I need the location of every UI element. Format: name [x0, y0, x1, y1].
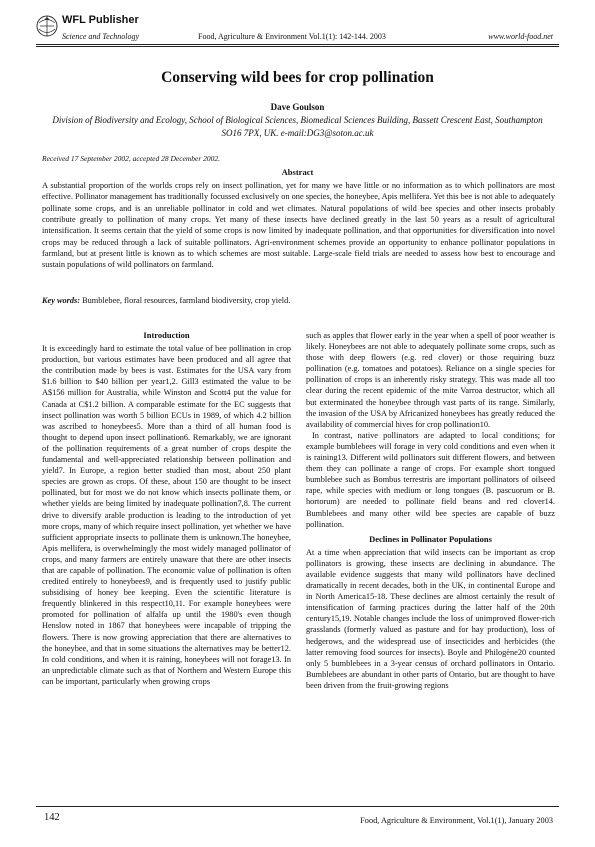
keywords [42, 296, 555, 305]
publisher-subtitle: Science and Technology [62, 32, 140, 41]
website-link[interactable]: www.world-food.net [488, 32, 553, 41]
header-rule-secondary [36, 46, 559, 47]
journal-citation: Food, Agriculture & Environment Vol.1(1): 142-144. 2003 [198, 32, 386, 41]
left-column [42, 330, 291, 687]
body-paragraph: In contrast, native pollinators are adapted to local conditions; for example bumblebees will forage in very cold conditions and even when it is raining13. Different wild pollinators suit different flowers, and between them they can pollinate a range of crops. For example short tongued bumblebee such as Bombus terrestris are important pollinators of oilseed rape, while species with medium or long tongues (B. pascuorum or B. hortorum) are needed to pollinate field beans and red clover14. Bumblebees and many other wild bee species are capable of buzz pollination. [306, 430, 555, 529]
declines-heading: Declines in Pollinator Populations [369, 533, 492, 544]
header-rule [36, 44, 559, 45]
body-paragraph: such as apples that flower early in the year when a spell of poor weather is likely. Honeybees are not able to adequately pollinate some crops, such as those with deep flowers (e.g. red clover) or those requiring buzz pollination (e.g. tomatoes and potatoes). Reliance on a single species for pollination of crops is an inherently risky strategy. This was made all too clear during the recent epidemic of the mite Varroa destructor, which all but exterminated the honeybee through vast parts of its range. Similarly, the invasion of the USA by Africanized honeybees has greatly reduced the availability of commercial hives for crop pollination10. [306, 331, 555, 429]
page-number: 142 [44, 812, 60, 823]
introduction-heading: Introduction [143, 330, 190, 340]
keywords-label: Key words: [42, 296, 81, 305]
author-affiliation: Division of Biodiversity and Ecology, School of Biological Sciences, Biomedical Sciences Building, Bassett Crescent East, Southampton SO16 7PX, UK. e-mail:DG3@soton.ac.uk [52, 115, 543, 138]
footer-rule [36, 806, 559, 807]
keywords-list: Bumblebee, floral resources, farmland biodiversity, crop yield. [82, 296, 291, 305]
publisher-name: WFL Publisher [62, 14, 139, 26]
author-name: Dave Goulson [270, 102, 325, 112]
intro-paragraph: It is exceedingly hard to estimate the total value of bee pollination in crop production, but various estimates have been produced and all agree that the contribution made by bees is vast. Estimates for the USA vary from $1.6 billion to $40 billion per year1,2. Gill3 estimated the value to be A$156 million for Australia, while Winston and Scott4 put the value for Canada at C$1.2 billion. A comparable estimate for the EC suggests that insect pollination was worth 5 billion ECUs in 1989, of which 4.2 billion was ascribed to honeybees5. More than a third of all human food is thought to depend upon insect pollination6. Remarkably, we are ignorant of the pollination requirements of a great number of crops despite the fundamental and well-appreciated relationship between pollination and yield7. In Europe, a region better studied than most, about 250 plant species are grown as crops. Of these, about 150 are thought to be insect pollinated, but for most we do not know which insects pollinate them, or whether yields are being limited by inadequate pollination7,8. The current drive to diversify arable production is leading to the introduction of yet more crops, many of which require insect pollination, yet whether we have sufficient appropriate insects to pollinate them is unknown.The honeybee, Apis mellifera, is overwhelmingly the most widely managed pollinator of crops, and many farmers are entirely unaware that there are other insects that are capable of pollination. The economic value of pollination is often credited entirely to honeybees9, and is frequently used to justify public subsidising of honey bee keeping. Even the scientific literature is frequently blinkered in this respect10,11. For example honeybees were promoted for pollination of alfalfa up until the 1980's even though Henslow noted in 1867 that honeybees were incapable of tripping the flowers. There is now growing appreciation that there are alternatives to the honeybee, and that in some situations the alternatives may be better12. In cold conditions, and when it is raining, honeybees will not forage13. In an unpredictable climate such as that of Northern and Western Europe this can be important, particularly when growing crops [42, 344, 291, 686]
declines-paragraph: At a time when appreciation that wild insects can be important as crop pollinators is growing, these insects are declining in abundance. The available evidence suggests that many wild pollinators have declined dramatically in recent decades, both in the UK, in continental Europe and in North America15-18. These declines are almost certainly the result of intensification of farming practices during the latter half of the 20th century15,19. Notable changes include the loss of unimproved flower-rich grasslands (formerly valued as pasture and for hay production), loss of hedgerows, and the widespread use of insecticides and herbicides (the latter removing food sources for insects). Boyle and Philogène20 counted only 5 bumblebees in a 3-year census of orchard pollinators in Ontario. Bumblebees are abundant in other parts of Ontario, but are thought to have been driven from the fruit-growing regions [306, 547, 555, 690]
right-column [306, 330, 555, 691]
paper-title: Conserving wild bees for crop pollination [161, 69, 434, 86]
received-dates: Received 17 September 2002, accepted 28 December 2002. [42, 154, 221, 163]
abstract-heading: Abstract [281, 167, 314, 177]
footer-citation: Food, Agriculture & Environment, Vol.1(1), January 2003 [360, 816, 553, 825]
publisher-logo-icon [36, 14, 58, 38]
abstract-text: A substantial proportion of the worlds crops rely on insect pollination, yet for many we have little or no information as to which pollinators are most effective. Pollinator management has traditionally focussed exclusively on one species, the honeybee, Apis mellifera. Yet this bee is not able to adequately pollinate some crops, and is an unreliable pollinator in cold and wet climates. Natural populations of wild bee species and other insects probably contribute greatly to pollination of many crops. Yet many of these insects have declined greatly in the last 50 years as a result of agricultural intensification. It seems certain that the yield of some crops is now limited by inadequate pollination, and that opportunities for diversification into novel crops may be reduced through a lack of suitable pollinators. Agri-environment schemes provide an opportunity to enhance pollinator populations in farmland, but at present little is known as to which schemes are most suitable. Large-scale field trials are needed to assess how best to encourage and sustain populations of wild pollinators on farmland. [42, 181, 555, 270]
